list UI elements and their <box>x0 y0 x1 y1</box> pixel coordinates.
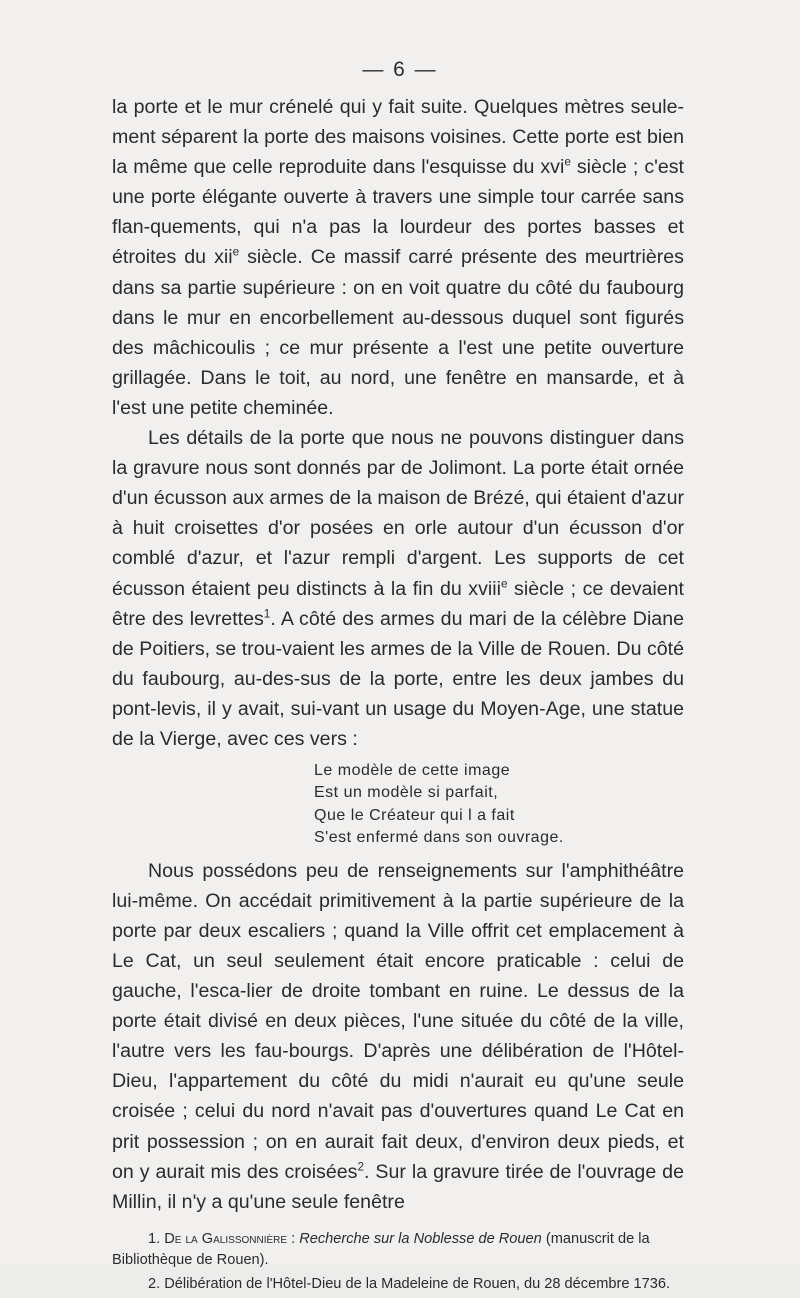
poem-line: Est un modèle si parfait, <box>314 784 499 802</box>
text-run: Nous possédons peu de renseignements sur l'amphithéâtre lui-même. On accédait primitivement à la partie supérieure de la porte par deux escaliers ; quand la Ville offrit cet emplacement à Le Cat, un seul seulement était encore praticable : celui de gauche, l'esca-lier de droite tombant en ruine. Le dessus de la porte était divisé en deux pièces, l'une située du côté de la ville, l'autre vers les fau-bourgs. D'après une délibération de l'Hôtel-Dieu, l'appartement du côté du midi n'aurait eu qu'une seule croisée ; celui du nord n'avait pas d'ouvertures quand Le Cat en prit possession ; on en aurait fait deux, d'environ deux pieds, et on y aurait mis des croisées <box>112 859 684 1183</box>
poem-line: Que le Créateur qui l a fait <box>314 806 515 824</box>
superscript: e <box>500 576 508 590</box>
text-run: Les détails de la porte que nous ne pouvons distinguer dans la gravure nous sont donnés par de Jolimont. La porte était ornée d'un écusson aux armes de la maison de Brézé, qui étaient d'azur à huit croisettes d'or posées en orle autour d'un écusson d'or comblé d'azur, et l'azur rempli d'argent. Les supports de cet écusson étaient peu distincts à la fin du xviii <box>112 427 684 600</box>
paragraph-3 <box>112 856 684 1217</box>
text-run: ment séparent la porte des maisons voisines. Cette porte est bien la <box>112 126 684 179</box>
text-run: . Sur la gravure tirée de l'ouvrage de Millin, il n'y a qu'une seule fenêtre <box>112 1160 684 1213</box>
body-text <box>112 92 684 1298</box>
poem <box>314 760 684 850</box>
text-run: . A côté des armes du mari de la célèbre Diane de Poitiers, se trou-vaient les armes de la Ville de Rouen. Du côté du faubourg, au-des-sus de la porte, entre les deux jambes du pont-levis, il y avait, sui-vant un usage du Moyen-Age, une statue de la Vierge, avec ces vers : <box>112 607 684 750</box>
poem-line: S'est enfermé dans son ouvrage. <box>314 829 564 847</box>
paragraph-1 <box>112 92 684 423</box>
superscript: e <box>232 245 240 259</box>
footnote-number: 2. <box>148 1275 161 1292</box>
footnotes <box>112 1229 684 1295</box>
footnote-1 <box>112 1229 684 1271</box>
footnote-rest: (manuscrit de la Bibliothèque de Rouen). <box>112 1230 650 1268</box>
page-number: — 6 — <box>362 58 438 81</box>
text-run: siècle. Ce massif carré présente des meurtrières dans sa partie supérieure : on en voit quatre du côté du faubourg dans le mur en encorbellement au-dessous duquel sont figurés des mâchicoulis ; ce mur présente a l'est une petite ouverture grillagée. Dans le toit, au nord, une fenêtre en mansarde, et à l'est une petite cheminée. <box>112 246 684 419</box>
text-run: la porte et le mur crénelé qui y fait suite. Quelques mètres seule- <box>112 96 684 118</box>
footnote-separator: : <box>287 1230 300 1247</box>
footnote-text: Délibération de l'Hôtel-Dieu de la Madeleine de Rouen, du 28 décembre 1736. <box>164 1275 671 1292</box>
paragraph-2 <box>112 423 684 754</box>
text-run: siècle ; ce devaient être des levrettes <box>112 577 684 630</box>
footnote-title: Recherche sur la Noblesse de Rouen <box>299 1230 542 1247</box>
footnote-number: 1. <box>148 1230 161 1247</box>
footnote-author: De la Galissonnière <box>164 1230 288 1247</box>
footnote-ref-1[interactable]: 1 <box>263 607 271 621</box>
footnote-ref-2[interactable]: 2 <box>357 1160 364 1174</box>
poem-line: Le modèle de cette image <box>314 762 511 780</box>
footnote-2 <box>112 1274 684 1295</box>
text-run: siècle ; c'est une porte élégante ouverte à travers une simple tour carrée sans flan-quements, qui n'a pas la lourdeur des portes basses et étroites du xii <box>112 156 684 269</box>
text-run: même que celle reproduite dans l'esquisse du xvi <box>133 156 565 179</box>
superscript: e <box>564 155 571 169</box>
